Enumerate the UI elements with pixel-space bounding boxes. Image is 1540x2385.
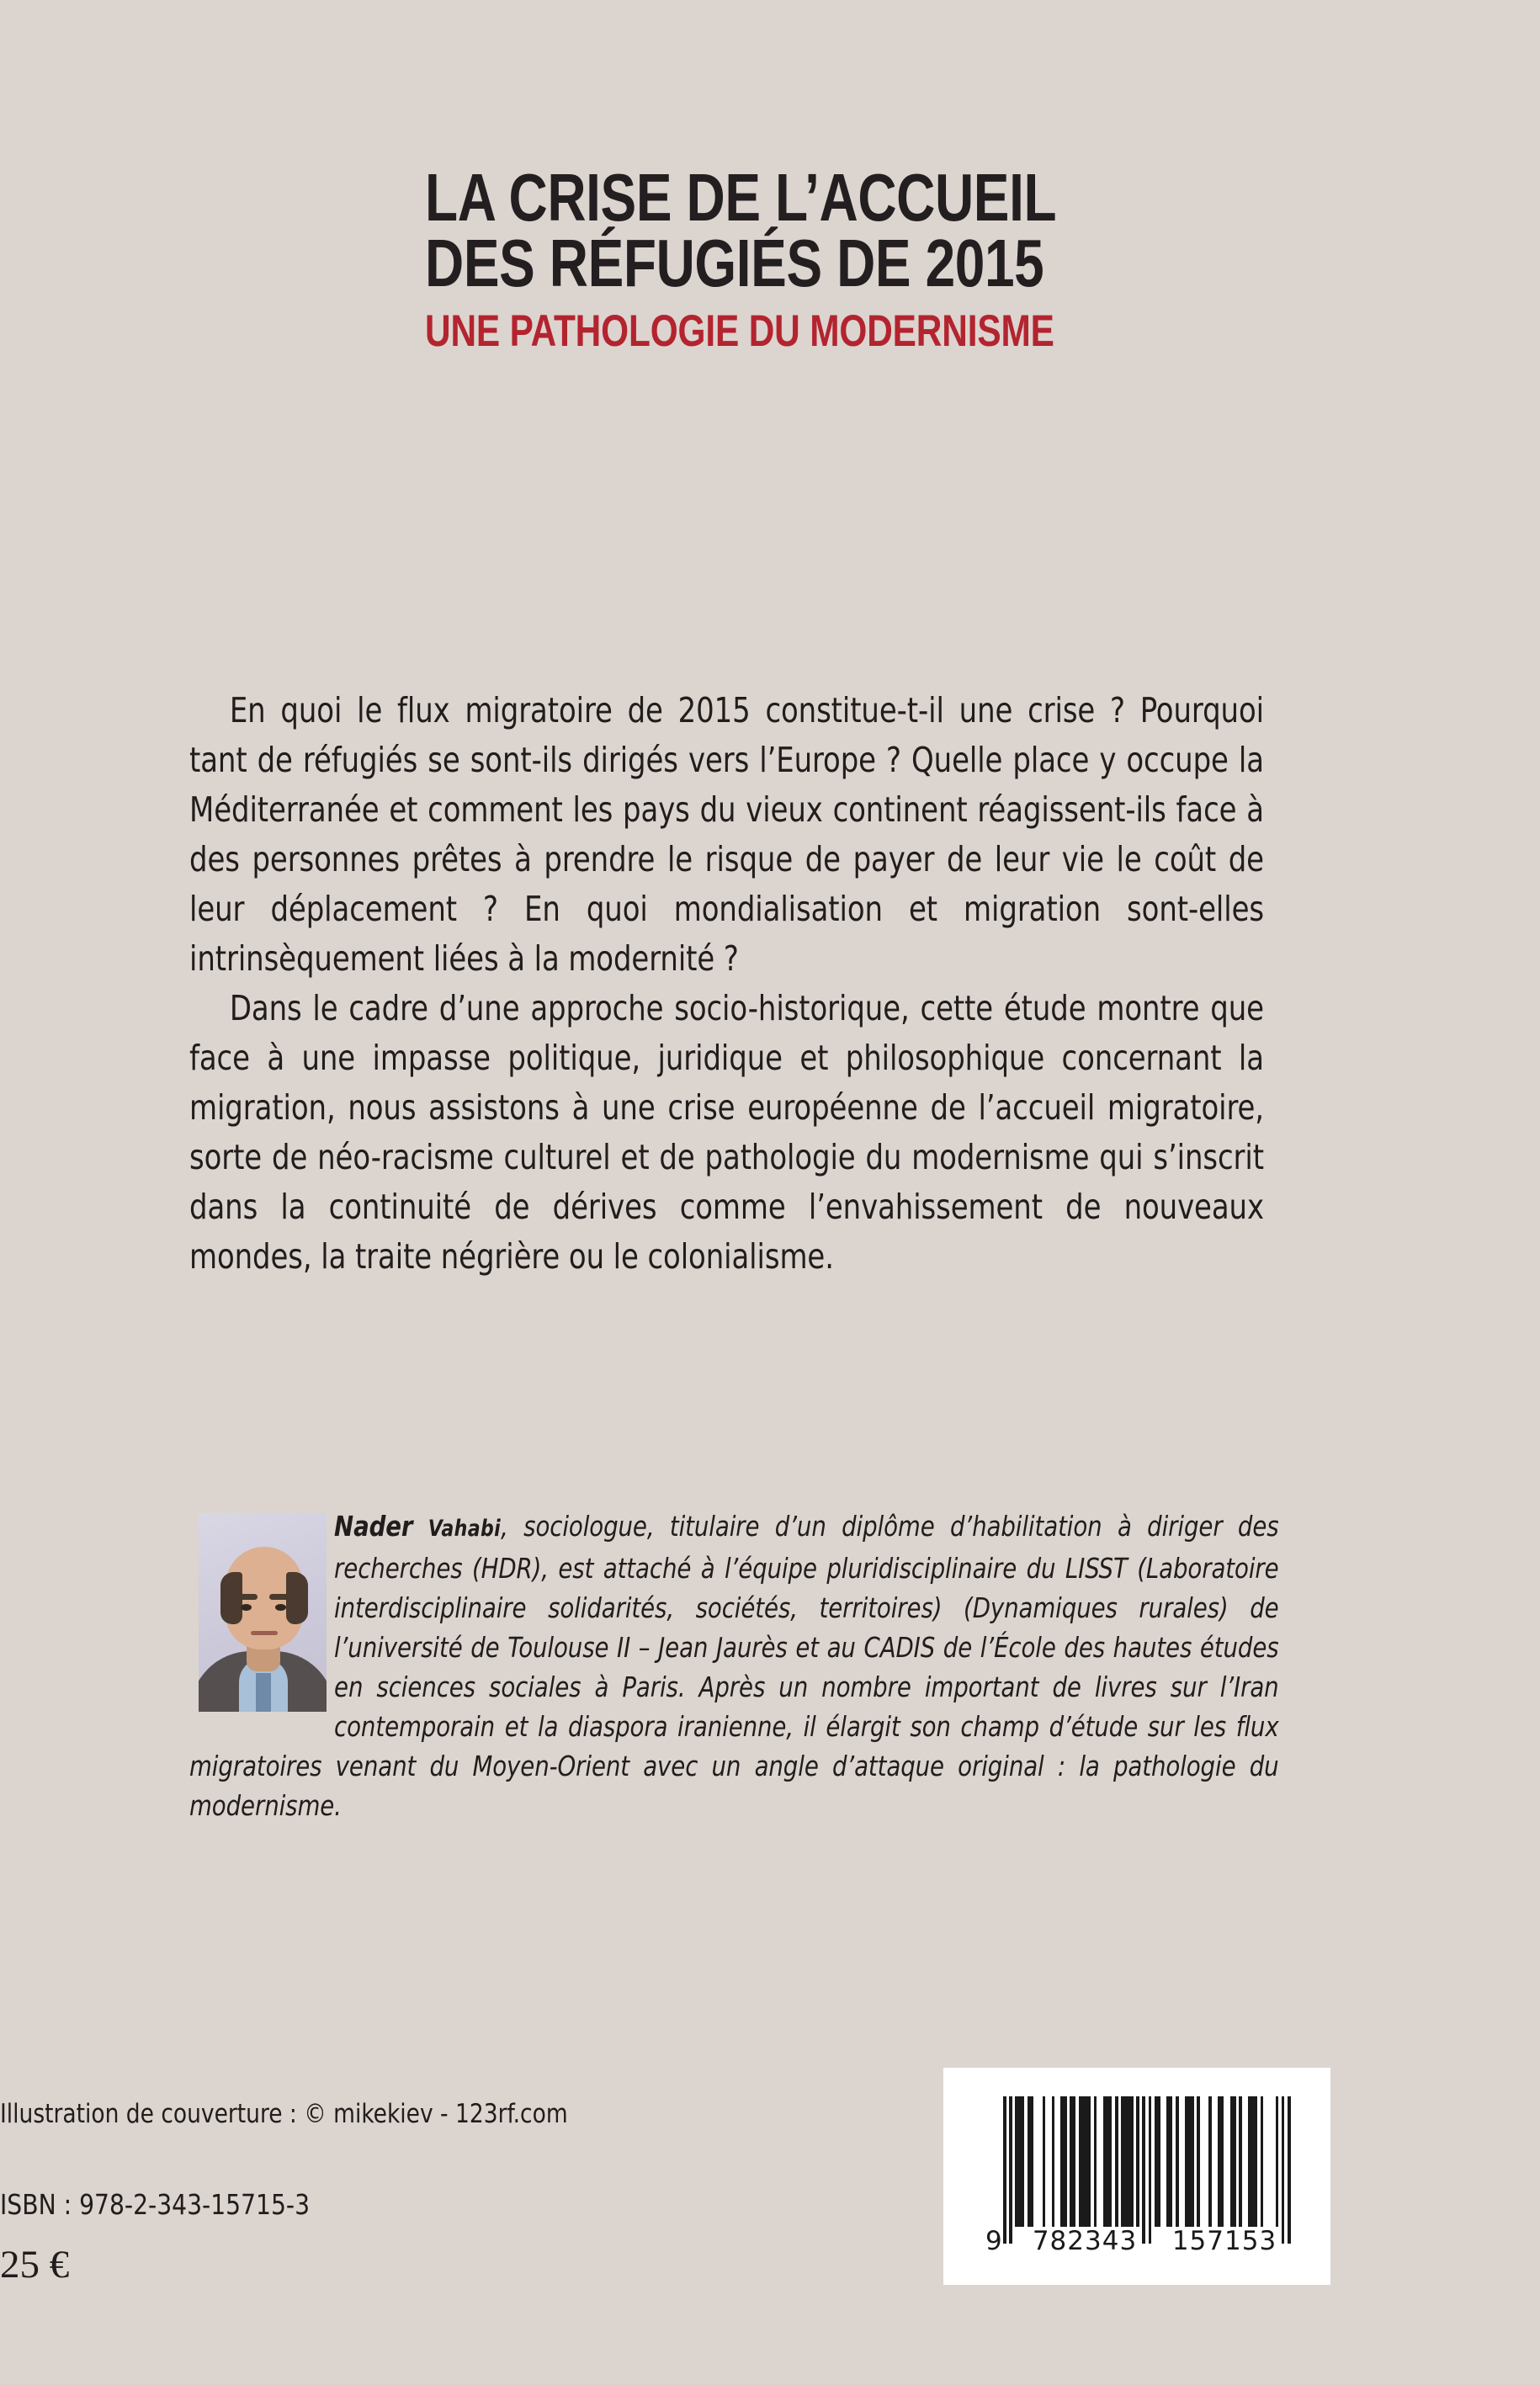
- barcode-bar: [1166, 2096, 1172, 2227]
- title-block: [425, 160, 1351, 356]
- barcode-bar: [1045, 2096, 1051, 2227]
- barcode-bars: [1003, 2096, 1291, 2244]
- barcode-digits: [985, 2226, 1297, 2256]
- barcode-bar: [1200, 2096, 1209, 2227]
- barcode-bar: [1070, 2096, 1075, 2227]
- price-text: 25 €: [0, 2243, 70, 2287]
- author-first-name: Nader: [334, 1510, 413, 1543]
- barcode-bar: [1179, 2096, 1185, 2227]
- barcode-bar: [1212, 2096, 1218, 2227]
- author-bio: [189, 1506, 1361, 1825]
- barcode-bar: [1103, 2096, 1113, 2227]
- illustration-credit: Illustration de couverture : © mikekiev - 123rf.com: [0, 2099, 568, 2129]
- barcode: [943, 2068, 1330, 2285]
- barcode-bar: [1263, 2096, 1275, 2227]
- barcode-bar: [1218, 2096, 1224, 2227]
- barcode-bar: [1155, 2096, 1160, 2227]
- barcode-bar: [1054, 2096, 1060, 2227]
- blurb-paragraph-1: En quoi le flux migratoire de 2015 constitue-t-il une crise ? Pourquoi tant de réfugiés se sont-ils dirigés vers l’Europe ? Quelle place y occupe la Méditerranée et comment les pays du vieux continent réagissent-ils face à des personnes prêtes à prendre le risque de payer de leur vie le coût de leur déplacement ? En quoi mondialisation et migration sont-elles intrinsèquement liées à la modernité ?: [189, 690, 1264, 979]
- barcode-bar: [1185, 2096, 1194, 2227]
- title-line-2: DES RÉFUGIÉS DE 2015: [425, 226, 1044, 300]
- barcode-bar: [1224, 2096, 1229, 2227]
- barcode-bar: [1288, 2096, 1291, 2244]
- barcode-bar: [1121, 2096, 1133, 2227]
- barcode-bar: [1028, 2096, 1033, 2227]
- barcode-bar: [1160, 2096, 1166, 2227]
- isbn-text: ISBN : 978-2-343-15715-3: [0, 2188, 311, 2221]
- barcode-bar: [1015, 2096, 1024, 2227]
- author-last-name: Vahabi: [427, 1516, 502, 1542]
- barcode-bar: [1248, 2096, 1257, 2227]
- title-line-1: LA CRISE DE L’ACCUEIL: [425, 160, 1057, 235]
- subtitle: UNE PATHOLOGIE DU MODERNISME: [425, 306, 1054, 356]
- barcode-bar: [1230, 2096, 1236, 2227]
- barcode-lead-digit: 9: [985, 2226, 1003, 2256]
- barcode-bar: [1097, 2096, 1102, 2227]
- author-bio-body: , sociologue, titulaire d’un diplôme d’habilitation à diriger des recherches (HDR), est attaché à l’équipe pluridisciplinaire du LISST (Laboratoire interdisciplinaire solidarités, sociétés, territoires) (Dynamiques rurales) de l’université de Toulouse II – Jean Jaurès et au CADIS de l’École des hautes études en sciences sociales à Paris. Après un nombre important de livres sur l’Iran contemporain et la diaspora iranienne, il élargit son champ d’étude sur les flux migratoires venant du Moyen-Orient avec un angle d’attaque original : la pathologie du modernisme.: [189, 1510, 1279, 1822]
- blurb-text: [189, 686, 1357, 1282]
- barcode-bar: [1242, 2096, 1248, 2227]
- barcode-left-group: 782343: [1032, 2226, 1138, 2256]
- barcode-bar: [1079, 2096, 1091, 2227]
- barcode-bar: [1060, 2096, 1066, 2227]
- barcode-bar: [1033, 2096, 1043, 2227]
- author-bio-text: [189, 1506, 1279, 1825]
- barcode-right-group: 157153: [1171, 2226, 1277, 2256]
- blurb-paragraph-2: Dans le cadre d’une approche socio-historique, cette étude montre que face à une impasse politique, juridique et philosophique concernant la migration, nous assistons à une crise européenne de l’accueil migratoire, sorte de néo-racisme culturel et de pathologie du modernisme qui s’inscrit dans la continuité de dérives comme l’envahissement de nouveaux mondes, la traite négrière ou le colonialisme.: [189, 988, 1264, 1277]
